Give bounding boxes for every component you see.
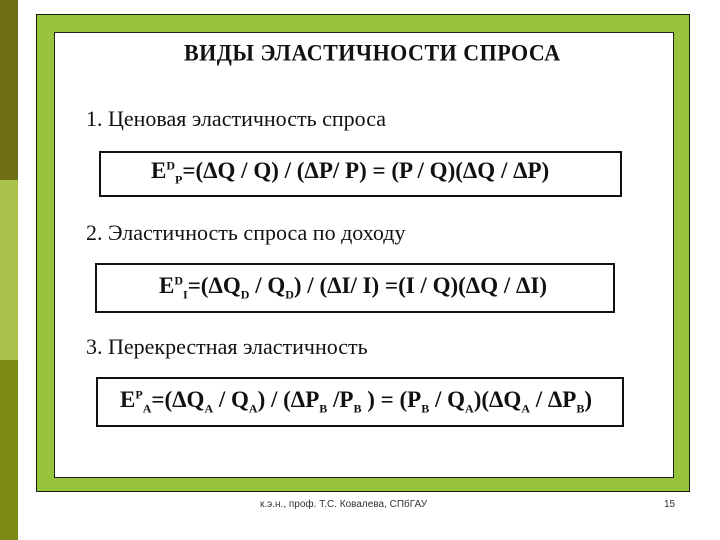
slide-title: ВИДЫ ЭЛАСТИЧНОСТИ СПРОСА <box>184 39 561 66</box>
formula-superscript: P <box>135 387 143 402</box>
formula-subscript: I <box>183 287 188 302</box>
formula-part: / ΔP <box>530 387 577 412</box>
formula-subscript: A <box>465 401 474 416</box>
formula-subscript: A <box>204 401 214 416</box>
formula-part: / Q <box>429 387 466 412</box>
formula-subscript: D <box>285 287 294 302</box>
formula-body: =(ΔQ / Q) / (ΔP/ P) = (P / Q)(ΔQ / ΔP) <box>182 158 550 183</box>
formula-subscript: A <box>248 401 258 416</box>
section-heading-income-elasticity: 2. Эластичность спроса по доходу <box>86 220 406 245</box>
formula-part: =(ΔQ <box>187 273 241 298</box>
formula-part: ) / (ΔI/ I) =(I / Q)(ΔQ / ΔI) <box>293 273 548 298</box>
formula-part: ) / (ΔP <box>257 387 320 412</box>
side-accent-top <box>0 0 18 180</box>
formula-part: =(ΔQ <box>151 387 205 412</box>
formula-part: /P <box>327 387 354 412</box>
formula-box-price-elasticity <box>99 151 622 197</box>
footer-author: к.э.н., проф. Т.С. Ковалева, СПбГАУ <box>260 499 428 510</box>
formula-subscript: B <box>319 401 328 416</box>
formula-box-income-elasticity <box>95 263 615 313</box>
section-heading-price-elasticity: 1. Ценовая эластичность спроса <box>86 106 387 131</box>
formula-symbol: E <box>120 387 136 412</box>
formula-superscript: D <box>174 273 184 288</box>
section-heading-cross-elasticity: 3. Перекрестная эластичность <box>86 334 368 359</box>
formula-subscript: D <box>240 287 250 302</box>
formula-cross-elasticity <box>120 387 592 417</box>
formula-subscript: A <box>521 401 530 416</box>
side-accent-bottom <box>0 360 18 540</box>
formula-income-elasticity <box>159 273 547 303</box>
formula-box-cross-elasticity <box>96 377 624 427</box>
formula-subscript: P <box>175 172 183 187</box>
formula-part: ) = (P <box>361 387 422 412</box>
formula-subscript: B <box>421 401 430 416</box>
formula-symbol: E <box>151 158 167 183</box>
formula-subscript: A <box>142 401 152 416</box>
formula-superscript: D <box>166 158 176 173</box>
formula-part: ) <box>584 387 593 412</box>
formula-part: )(ΔQ <box>473 387 522 412</box>
formula-part: / Q <box>213 387 249 412</box>
formula-part: / Q <box>249 273 286 298</box>
side-accent-middle <box>0 180 18 360</box>
formula-subscript: B <box>353 401 362 416</box>
formula-symbol: E <box>159 273 175 298</box>
formula-price-elasticity <box>151 158 549 188</box>
formula-subscript: B <box>576 401 585 416</box>
page-number: 15 <box>664 499 676 510</box>
